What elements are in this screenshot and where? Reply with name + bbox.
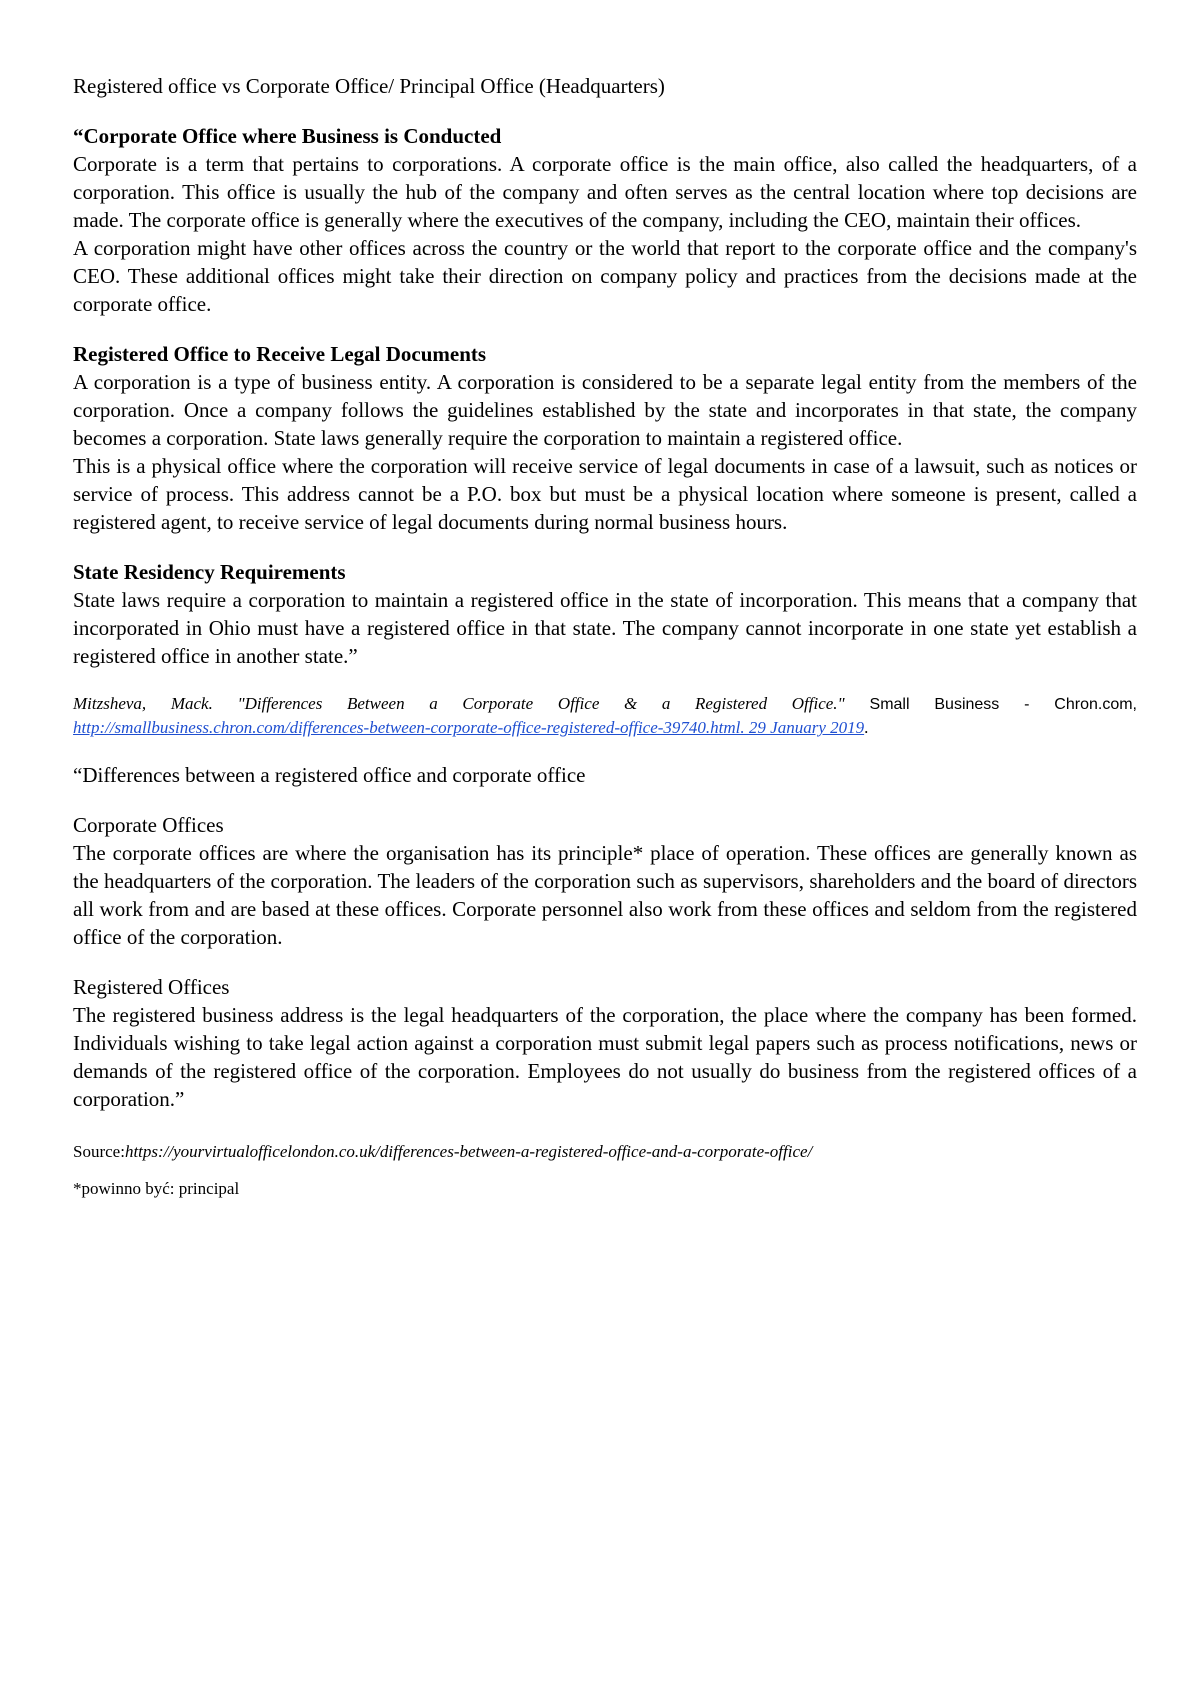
paragraph: State laws require a corporation to maintain a registered office in the state of incorporation. This means that a company that incorporated in Ohio must have a registered office in that state. The company cannot incorporate in one state yet establish a registered office in another state.” xyxy=(73,588,1137,668)
source-label: Source: xyxy=(73,1142,125,1161)
document-title: Registered office vs Corporate Office/ Principal Office (Headquarters) xyxy=(73,74,665,98)
paragraph: The corporate offices are where the organisation has its principle* place of operation. These offices are generally known as the headquarters of the corporation. The leaders of the corporation such as supervisors, shareholders and the board of directors all work from and are based at these offices. Corporate personnel also work from these offices and seldom from the registered office of the corporation. xyxy=(73,841,1137,949)
paragraph: The registered business address is the legal headquarters of the corporation, the place where the company has been formed. Individuals wishing to take legal action against a corporation must submit legal papers such as process notifications, news or demands of the registered office of the corporation. Employees do not usually do business from the registered offices of a corporation.” xyxy=(73,1003,1137,1111)
footnote: *powinno być: principal xyxy=(73,1179,240,1198)
section-heading-registered-office: Registered Office to Receive Legal Documents xyxy=(73,342,487,366)
subheading-corporate-offices: Corporate Offices xyxy=(73,813,224,837)
paragraph: A corporation might have other offices across the country or the world that report to the corporate office and the company's CEO. These additional offices might take their direction on company policy and practices from the decisions made at the corporate office. xyxy=(73,236,1137,316)
paragraph: Corporate is a term that pertains to corporations. A corporate office is the main office, also called the headquarters, of a corporation. This office is usually the hub of the company and often serves as the central location where top decisions are made. The corporate office is generally where the executives of the company, including the CEO, maintain their offices. xyxy=(73,152,1137,232)
citation-publication: Small Business - Chron.com, xyxy=(844,696,1138,713)
quote-intro: “Differences between a registered office and corporate office xyxy=(73,763,586,787)
citation xyxy=(73,692,1137,739)
source-line xyxy=(73,1140,1137,1163)
citation-end: . xyxy=(864,718,869,737)
citation-link[interactable]: http://smallbusiness.chron.com/differences-between-corporate-office-registered-office-39740.html. 29 January 2019 xyxy=(73,718,865,737)
subheading-registered-offices: Registered Offices xyxy=(73,975,230,999)
paragraph: A corporation is a type of business entity. A corporation is considered to be a separate legal entity from the members of the corporation. Once a company follows the guidelines established by the state and incorporates in that state, the company becomes a corporation. State laws generally require the corporation to maintain a registered office. xyxy=(73,370,1137,450)
source-url: https://yourvirtualofficelondon.co.uk/differences-between-a-registered-office-and-a-corporate-office/ xyxy=(124,1142,813,1161)
section-heading-corporate-office: “Corporate Office where Business is Conducted xyxy=(73,124,502,148)
section-heading-state-residency: State Residency Requirements xyxy=(73,560,346,584)
paragraph: This is a physical office where the corporation will receive service of legal documents in case of a lawsuit, such as notices or service of process. This address cannot be a P.O. box but must be a physical location where someone is present, called a registered agent, to receive service of legal documents during normal business hours. xyxy=(73,454,1137,534)
citation-author-title: Mitzsheva, Mack. "Differences Between a Corporate Office & a Registered Office." xyxy=(73,694,845,713)
document-body xyxy=(73,72,1137,1200)
